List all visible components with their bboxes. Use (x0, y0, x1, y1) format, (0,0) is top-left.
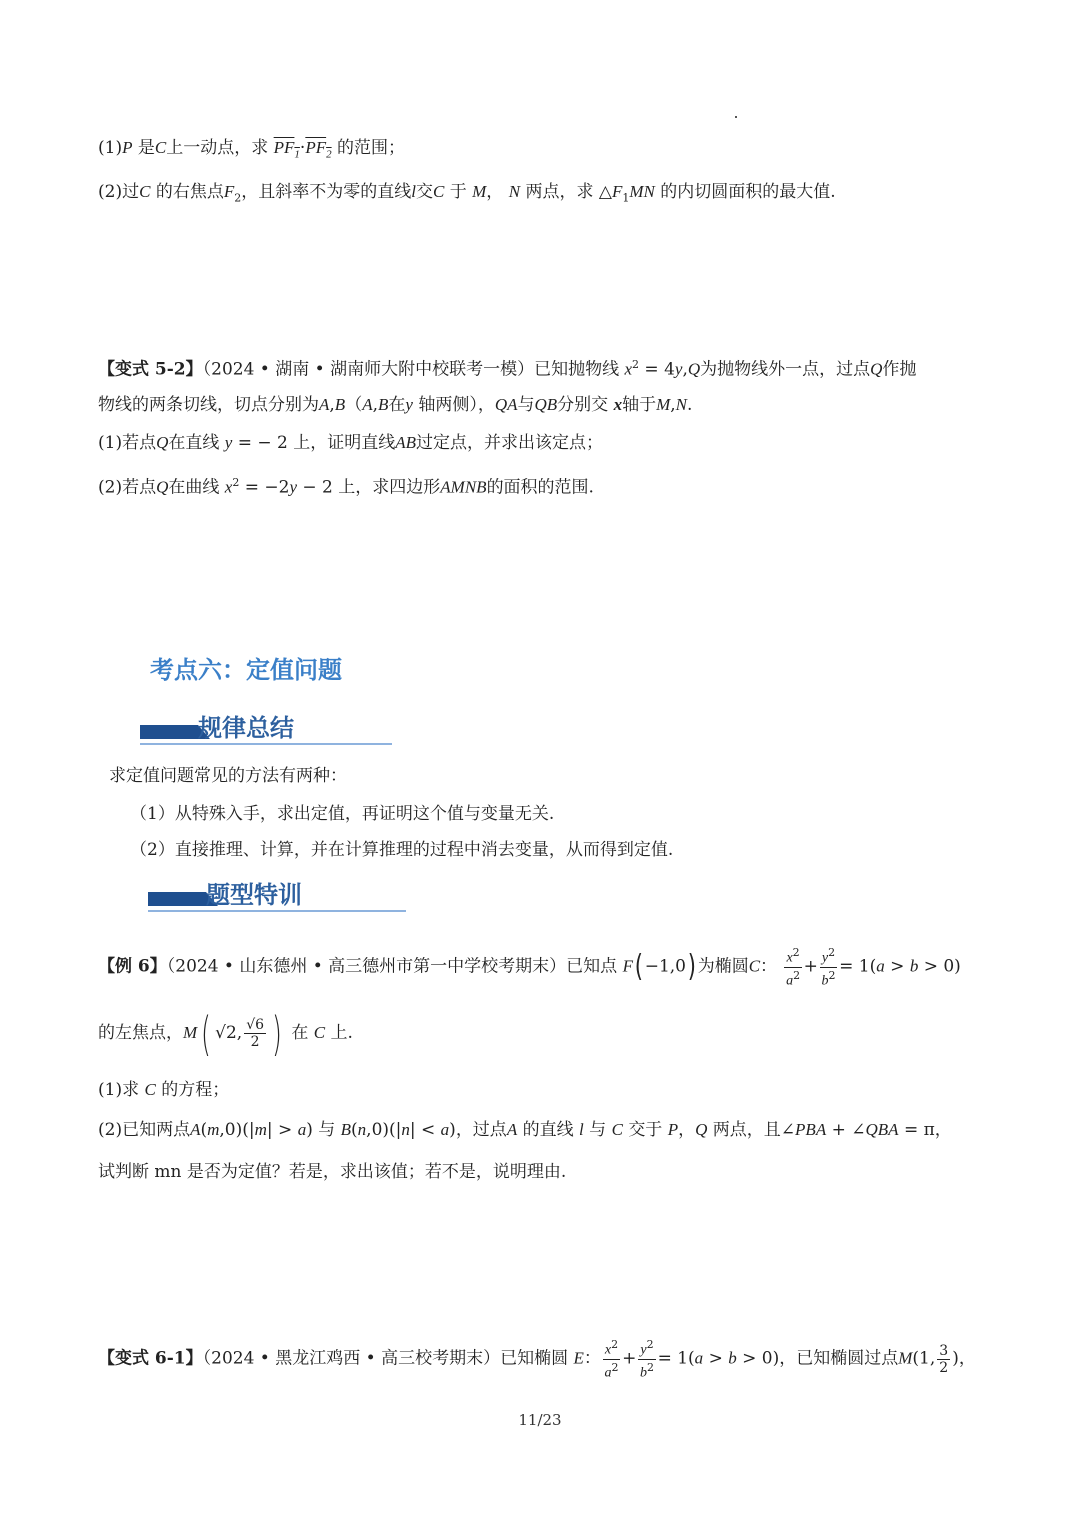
variant51-question-2: (2)过C 的右焦点$F_2$，且斜率不为零的直线l交C 于 M， N 两点，求 $\triangle F_1MN$ 的内切圆面积的最大值. (98, 182, 836, 205)
example6-question-1: (1)求 C 的方程； (98, 1080, 230, 1100)
summary-item-1: （1）从特殊入手，求出定值，再证明这个值与变量无关. (130, 804, 555, 824)
variant52-question-1: (1)若点Q在直线 y = − 2 上，证明直线AB过定点，并求出该定点； (98, 433, 604, 453)
variant52-line-1: 【变式 5-2】（2024 • 湖南 • 湖南师大附中校联考一模）已知抛物线 $x^2 = 4y,Q$为抛物线外一点，过点Q作抛 (98, 358, 917, 380)
example6-line-1: 【例 6】（2024 • 山东德州 • 高三德州市第一中学校考期末）已知点 F( −1,0) 为椭圆C： $\frac{x^2}{a^2}$ + $\frac{y^2}{b^2}$ = 1(a > b > 0) (98, 946, 961, 989)
example6-line-2: 的左焦点，M( √2, $\frac{√6}{2}$ ) 在 C 上. (98, 1006, 353, 1061)
example6-line-last: 试判断 mn 是否为定值？若是，求出该值；若不是，说明理由. (98, 1162, 567, 1182)
training-banner: 题型特训 (148, 880, 406, 914)
variant61-line-1: 【变式 6-1】（2024 • 黑龙江鸡西 • 高三校考期末）已知椭圆 E： $\frac{x^2}{a^2}$ + $\frac{y^2}{b^2}$ = 1(a > b > 0)，已知椭圆过点M(1, $\frac{3}{2}$ )， (98, 1338, 976, 1381)
example6-question-2: (2)已知两点A(m,0)(|m| > a) 与 B(n,0)(|n| < a)，过点A 的直线 l 与 C 交于 P，Q 两点，且∠PBA + ∠QBA = π， (98, 1120, 952, 1140)
section-title: 考点六：定值问题 (150, 656, 342, 684)
variant52-question-2: (2)若点Q在曲线 $x^2 = -2y - 2$ 上，求四边形AMNB的面积的范围. (98, 476, 594, 498)
page-number: 11/23 (518, 1411, 562, 1429)
variant52-line-2: 物线的两条切线，切点分别为A,B（A,B在y 轴两侧），QA与QB分别交 x轴于M,N. (98, 395, 693, 415)
summary-item-2: （2）直接推理、计算，并在计算推理的过程中消去变量，从而得到定值. (130, 840, 674, 860)
variant51-question-1: (1)P 是C上一动点，求 $PF_1\cdot PF_2$ 的范围； (98, 138, 406, 161)
summary-banner: 规律总结 (140, 713, 392, 747)
stray-dot (735, 116, 737, 118)
summary-intro: 求定值问题常见的方法有两种： (109, 766, 347, 786)
